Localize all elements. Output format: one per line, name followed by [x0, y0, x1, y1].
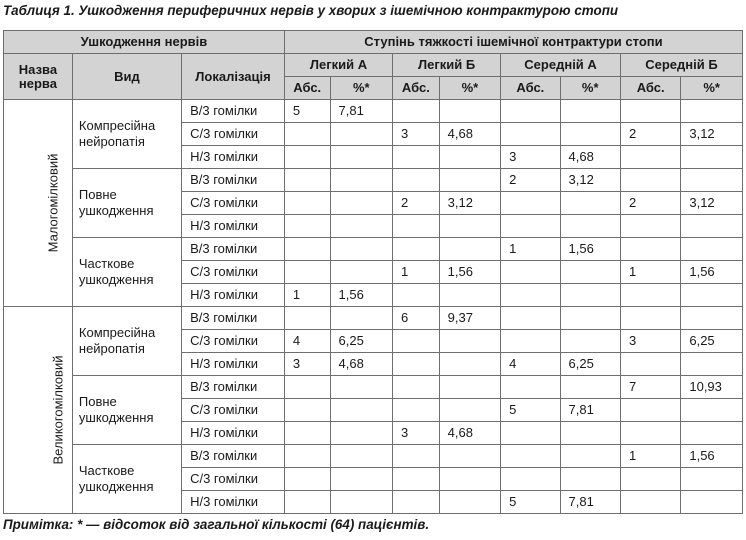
damage-type: Повне ушкодження [72, 169, 181, 238]
abs-value-cell [620, 422, 680, 445]
abs-value-cell [284, 261, 330, 284]
pct-value-cell [439, 215, 500, 238]
pct-value-cell [681, 169, 743, 192]
pct-value-cell [330, 468, 393, 491]
abs-value-cell: 1 [284, 284, 330, 307]
pct-value-cell [560, 123, 620, 146]
pct-value-cell: 3,12 [681, 123, 743, 146]
abs-value-cell: 5 [501, 491, 560, 514]
table-note: Примітка: * — відсоток від загальної кількості (64) пацієнтів. [3, 517, 430, 532]
abs-value-cell: 3 [393, 422, 440, 445]
pct-value-cell [439, 330, 500, 353]
table-row [4, 100, 743, 123]
pct-value-cell [330, 307, 393, 330]
header-nerve-name: Назва нерва [4, 54, 73, 100]
abs-value-cell [501, 123, 560, 146]
abs-value-cell [393, 399, 440, 422]
pct-value-cell [560, 422, 620, 445]
nerve-name: Великогомілковий [50, 355, 66, 465]
abs-value-cell: 6 [393, 307, 440, 330]
localization-cell: В/3 гомілки [182, 376, 285, 399]
header-pct: %* [439, 77, 500, 100]
pct-value-cell [330, 146, 393, 169]
abs-value-cell [284, 307, 330, 330]
table-row [4, 445, 743, 468]
table-body [4, 100, 743, 514]
header-degree-light-b: Легкий Б [393, 54, 501, 77]
localization-cell: В/3 гомілки [182, 238, 285, 261]
pct-value-cell [439, 238, 500, 261]
pct-value-cell: 1,56 [681, 445, 743, 468]
localization-cell: С/3 гомілки [182, 468, 285, 491]
pct-value-cell [439, 468, 500, 491]
abs-value-cell [501, 307, 560, 330]
pct-value-cell [330, 491, 393, 514]
abs-value-cell [393, 376, 440, 399]
abs-value-cell [284, 192, 330, 215]
pct-value-cell: 6,25 [330, 330, 393, 353]
abs-value-cell: 1 [393, 261, 440, 284]
pct-value-cell [681, 399, 743, 422]
pct-value-cell: 1,56 [681, 261, 743, 284]
abs-value-cell [393, 238, 440, 261]
pct-value-cell [330, 445, 393, 468]
abs-value-cell [393, 146, 440, 169]
abs-value-cell [284, 215, 330, 238]
pct-value-cell [560, 376, 620, 399]
pct-value-cell: 3,12 [560, 169, 620, 192]
abs-value-cell [501, 445, 560, 468]
pct-value-cell [681, 146, 743, 169]
header-degree-medium-b: Середній Б [620, 54, 742, 77]
abs-value-cell [393, 100, 440, 123]
header-pct: %* [330, 77, 393, 100]
abs-value-cell [620, 353, 680, 376]
pct-value-cell [681, 100, 743, 123]
pct-value-cell: 7,81 [330, 100, 393, 123]
pct-value-cell [681, 353, 743, 376]
abs-value-cell [393, 445, 440, 468]
abs-value-cell [501, 215, 560, 238]
nerve-name-cell [4, 100, 73, 307]
abs-value-cell: 3 [620, 330, 680, 353]
abs-value-cell [501, 330, 560, 353]
abs-value-cell: 1 [501, 238, 560, 261]
abs-value-cell [284, 491, 330, 514]
localization-cell: Н/3 гомілки [182, 284, 285, 307]
abs-value-cell [501, 261, 560, 284]
abs-value-cell [501, 192, 560, 215]
pct-value-cell [439, 445, 500, 468]
pct-value-cell: 3,12 [439, 192, 500, 215]
abs-value-cell: 3 [284, 353, 330, 376]
abs-value-cell [620, 468, 680, 491]
abs-value-cell [501, 468, 560, 491]
abs-value-cell [620, 491, 680, 514]
abs-value-cell [501, 422, 560, 445]
localization-cell: С/3 гомілки [182, 399, 285, 422]
table-row [4, 376, 743, 399]
abs-value-cell [284, 123, 330, 146]
pct-value-cell: 4,68 [439, 422, 500, 445]
abs-value-cell [620, 399, 680, 422]
header-abs: Абс. [620, 77, 680, 100]
pct-value-cell [681, 422, 743, 445]
damage-type: Компресійна нейропатія [72, 100, 181, 169]
header-degree-light-a: Легкий А [284, 54, 392, 77]
abs-value-cell [393, 491, 440, 514]
abs-value-cell [284, 376, 330, 399]
abs-value-cell: 2 [620, 123, 680, 146]
pct-value-cell [681, 468, 743, 491]
abs-value-cell [393, 330, 440, 353]
pct-value-cell: 6,25 [560, 353, 620, 376]
abs-value-cell [620, 284, 680, 307]
localization-cell: С/3 гомілки [182, 123, 285, 146]
localization-cell: С/3 гомілки [182, 261, 285, 284]
abs-value-cell: 1 [620, 261, 680, 284]
localization-cell: В/3 гомілки [182, 445, 285, 468]
abs-value-cell [284, 445, 330, 468]
pct-value-cell [560, 192, 620, 215]
abs-value-cell [393, 169, 440, 192]
header-abs: Абс. [393, 77, 440, 100]
abs-value-cell: 5 [501, 399, 560, 422]
abs-value-cell [620, 215, 680, 238]
header-pct: %* [681, 77, 743, 100]
pct-value-cell [439, 376, 500, 399]
pct-value-cell [560, 468, 620, 491]
nerve-name: Малогомілковий [45, 153, 61, 253]
header-degree-medium-a: Середній А [501, 54, 621, 77]
pct-value-cell [681, 215, 743, 238]
localization-cell: С/3 гомілки [182, 330, 285, 353]
abs-value-cell: 7 [620, 376, 680, 399]
pct-value-cell [330, 169, 393, 192]
table-row [4, 307, 743, 330]
abs-value-cell [284, 468, 330, 491]
pct-value-cell [560, 215, 620, 238]
localization-cell: В/3 гомілки [182, 100, 285, 123]
localization-cell: Н/3 гомілки [182, 422, 285, 445]
header-damage-group: Ушкодження нервів [4, 31, 285, 54]
damage-type: Компресійна нейропатія [72, 307, 181, 376]
pct-value-cell: 3,12 [681, 192, 743, 215]
localization-cell: В/3 гомілки [182, 169, 285, 192]
abs-value-cell: 4 [501, 353, 560, 376]
header-abs: Абс. [501, 77, 560, 100]
abs-value-cell [620, 169, 680, 192]
abs-value-cell [284, 238, 330, 261]
abs-value-cell [393, 215, 440, 238]
abs-value-cell [620, 307, 680, 330]
pct-value-cell: 6,25 [681, 330, 743, 353]
abs-value-cell [393, 284, 440, 307]
pct-value-cell [330, 192, 393, 215]
header-severity-group: Ступінь тяжкості ішемічної контрактури стопи [284, 31, 742, 54]
abs-value-cell [501, 376, 560, 399]
abs-value-cell [393, 468, 440, 491]
pct-value-cell [560, 261, 620, 284]
pct-value-cell [560, 330, 620, 353]
pct-value-cell [681, 284, 743, 307]
pct-value-cell: 1,56 [439, 261, 500, 284]
pct-value-cell [560, 284, 620, 307]
pct-value-cell: 1,56 [560, 238, 620, 261]
nerve-damage-table [3, 30, 743, 514]
pct-value-cell [439, 284, 500, 307]
abs-value-cell: 3 [393, 123, 440, 146]
abs-value-cell [620, 100, 680, 123]
pct-value-cell [560, 307, 620, 330]
abs-value-cell: 3 [501, 146, 560, 169]
pct-value-cell [439, 353, 500, 376]
abs-value-cell [284, 422, 330, 445]
table-caption: Таблиця 1. Ушкодження периферичних нервів у хворих з ішемічною контрактурою стопи [3, 3, 619, 18]
pct-value-cell: 4,68 [330, 353, 393, 376]
abs-value-cell [501, 100, 560, 123]
abs-value-cell [393, 353, 440, 376]
localization-cell: Н/3 гомілки [182, 491, 285, 514]
pct-value-cell [439, 100, 500, 123]
pct-value-cell [560, 100, 620, 123]
abs-value-cell: 5 [284, 100, 330, 123]
localization-cell: В/3 гомілки [182, 307, 285, 330]
localization-cell: Н/3 гомілки [182, 215, 285, 238]
abs-value-cell [284, 399, 330, 422]
header-abs: Абс. [284, 77, 330, 100]
abs-value-cell: 2 [501, 169, 560, 192]
nerve-name-cell [4, 307, 73, 514]
pct-value-cell [330, 123, 393, 146]
abs-value-cell: 4 [284, 330, 330, 353]
abs-value-cell [620, 146, 680, 169]
table-row [4, 238, 743, 261]
localization-cell: Н/3 гомілки [182, 146, 285, 169]
abs-value-cell: 1 [620, 445, 680, 468]
abs-value-cell [620, 238, 680, 261]
header-pct: %* [560, 77, 620, 100]
damage-type: Часткове ушкодження [72, 238, 181, 307]
pct-value-cell: 1,56 [330, 284, 393, 307]
pct-value-cell [330, 215, 393, 238]
pct-value-cell [439, 169, 500, 192]
pct-value-cell [439, 399, 500, 422]
abs-value-cell: 2 [393, 192, 440, 215]
localization-cell: С/3 гомілки [182, 192, 285, 215]
localization-cell: Н/3 гомілки [182, 353, 285, 376]
pct-value-cell [439, 491, 500, 514]
abs-value-cell [284, 146, 330, 169]
header-type: Вид [72, 54, 181, 100]
damage-type: Часткове ушкодження [72, 445, 181, 514]
pct-value-cell: 9,37 [439, 307, 500, 330]
pct-value-cell [330, 238, 393, 261]
pct-value-cell [330, 399, 393, 422]
pct-value-cell [560, 445, 620, 468]
pct-value-cell: 4,68 [439, 123, 500, 146]
pct-value-cell [681, 307, 743, 330]
pct-value-cell: 7,81 [560, 399, 620, 422]
pct-value-cell [681, 238, 743, 261]
pct-value-cell: 10,93 [681, 376, 743, 399]
pct-value-cell: 4,68 [560, 146, 620, 169]
abs-value-cell [284, 169, 330, 192]
pct-value-cell [330, 376, 393, 399]
damage-type: Повне ушкодження [72, 376, 181, 445]
pct-value-cell: 7,81 [560, 491, 620, 514]
pct-value-cell [330, 422, 393, 445]
abs-value-cell [501, 284, 560, 307]
header-localization: Локалізація [182, 54, 285, 100]
table-row [4, 169, 743, 192]
pct-value-cell [681, 491, 743, 514]
abs-value-cell: 2 [620, 192, 680, 215]
pct-value-cell [330, 261, 393, 284]
pct-value-cell [439, 146, 500, 169]
